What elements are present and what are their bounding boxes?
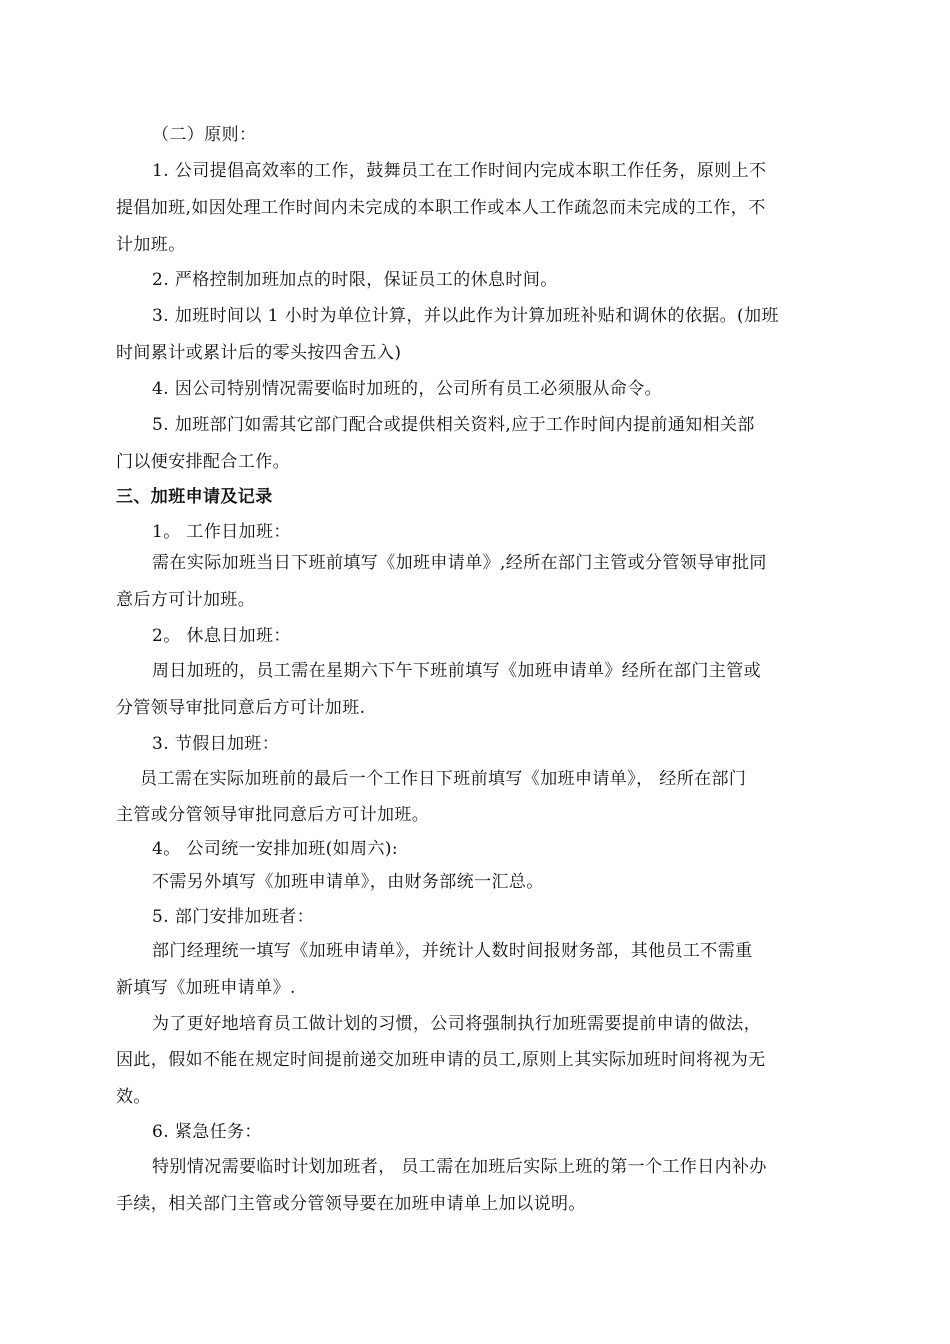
item-6-line-2: 手续，相关部门主管或分管领导要在加班申请单上加以说明。 xyxy=(116,1194,586,1214)
item-2-line-2: 分管领导审批同意后方可计加班. xyxy=(116,698,366,718)
item-1-title: 1。 工作日加班： xyxy=(152,522,291,542)
item-3-line-1: 员工需在实际加班前的最后一个工作日下班前填写《加班申请单》， 经所在部门 xyxy=(140,769,747,789)
item-5-line-2: 新填写《加班申请单》. xyxy=(116,978,296,998)
principle-2: 2. 严格控制加班加点的时限，保证员工的休息时间。 xyxy=(152,270,558,290)
item-2-line-1: 周日加班的，员工需在星期六下午下班前填写《加班申请单》经所在部门主管或 xyxy=(152,661,761,681)
principle-3-line-2: 时间累计或累计后的零头按四舍五入) xyxy=(116,343,402,363)
principle-1-line-1: 1. 公司提倡高效率的工作，鼓舞员工在工作时间内完成本职工作任务，原则上不 xyxy=(152,161,767,181)
principles-subheading: （二）原则： xyxy=(152,125,257,145)
item-4-line-1: 不需另外填写《加班申请单》，由财务部统一汇总。 xyxy=(152,872,544,892)
principle-1-line-3: 计加班。 xyxy=(116,235,186,255)
item-3-title: 3. 节假日加班： xyxy=(152,734,280,754)
principle-1-line-2: 提倡加班,如因处理工作时间内未完成的本职工作或本人工作疏忽而未完成的工作，不 xyxy=(116,198,766,218)
item-5-line-1: 部门经理统一填写《加班申请单》，并统计人数时间报财务部，其他员工不需重 xyxy=(152,941,753,961)
principle-5-line-1: 5. 加班部门如需其它部门配合或提供相关资料,应于工作时间内提前通知相关部 xyxy=(152,415,755,435)
item-6-title: 6. 紧急任务： xyxy=(152,1122,262,1142)
item-3-line-2: 主管或分管领导审批同意后方可计加班。 xyxy=(116,805,430,825)
plan-habit-line-2: 因此，假如不能在规定时间提前递交加班申请的员工,原则上其实际加班时间将视为无 xyxy=(116,1050,766,1070)
item-1-line-1: 需在实际加班当日下班前填写《加班申请单》,经所在部门主管或分管领导审批同 xyxy=(152,553,767,573)
section-3-heading: 三、加班申请及记录 xyxy=(116,487,273,507)
plan-habit-line-3: 效。 xyxy=(116,1087,151,1107)
item-5-title: 5. 部门安排加班者： xyxy=(152,907,315,927)
principle-4: 4. 因公司特别情况需要临时加班的，公司所有员工必须服从命令。 xyxy=(152,379,663,399)
principle-5-line-2: 门以便安排配合工作。 xyxy=(116,452,290,472)
item-4-title: 4。 公司统一安排加班(如周六): xyxy=(152,839,399,859)
item-6-line-1: 特别情况需要临时计划加班者， 员工需在加班后实际上班的第一个工作日内补办 xyxy=(152,1157,767,1177)
plan-habit-line-1: 为了更好地培育员工做计划的习惯，公司将强制执行加班需要提前申请的做法， xyxy=(152,1014,761,1034)
principle-3-line-1: 3. 加班时间以 1 小时为单位计算，并以此作为计算加班补贴和调休的依据。(加班 xyxy=(152,306,779,326)
item-1-line-2: 意后方可计加班。 xyxy=(116,590,256,610)
item-2-title: 2。 休息日加班： xyxy=(152,626,291,646)
